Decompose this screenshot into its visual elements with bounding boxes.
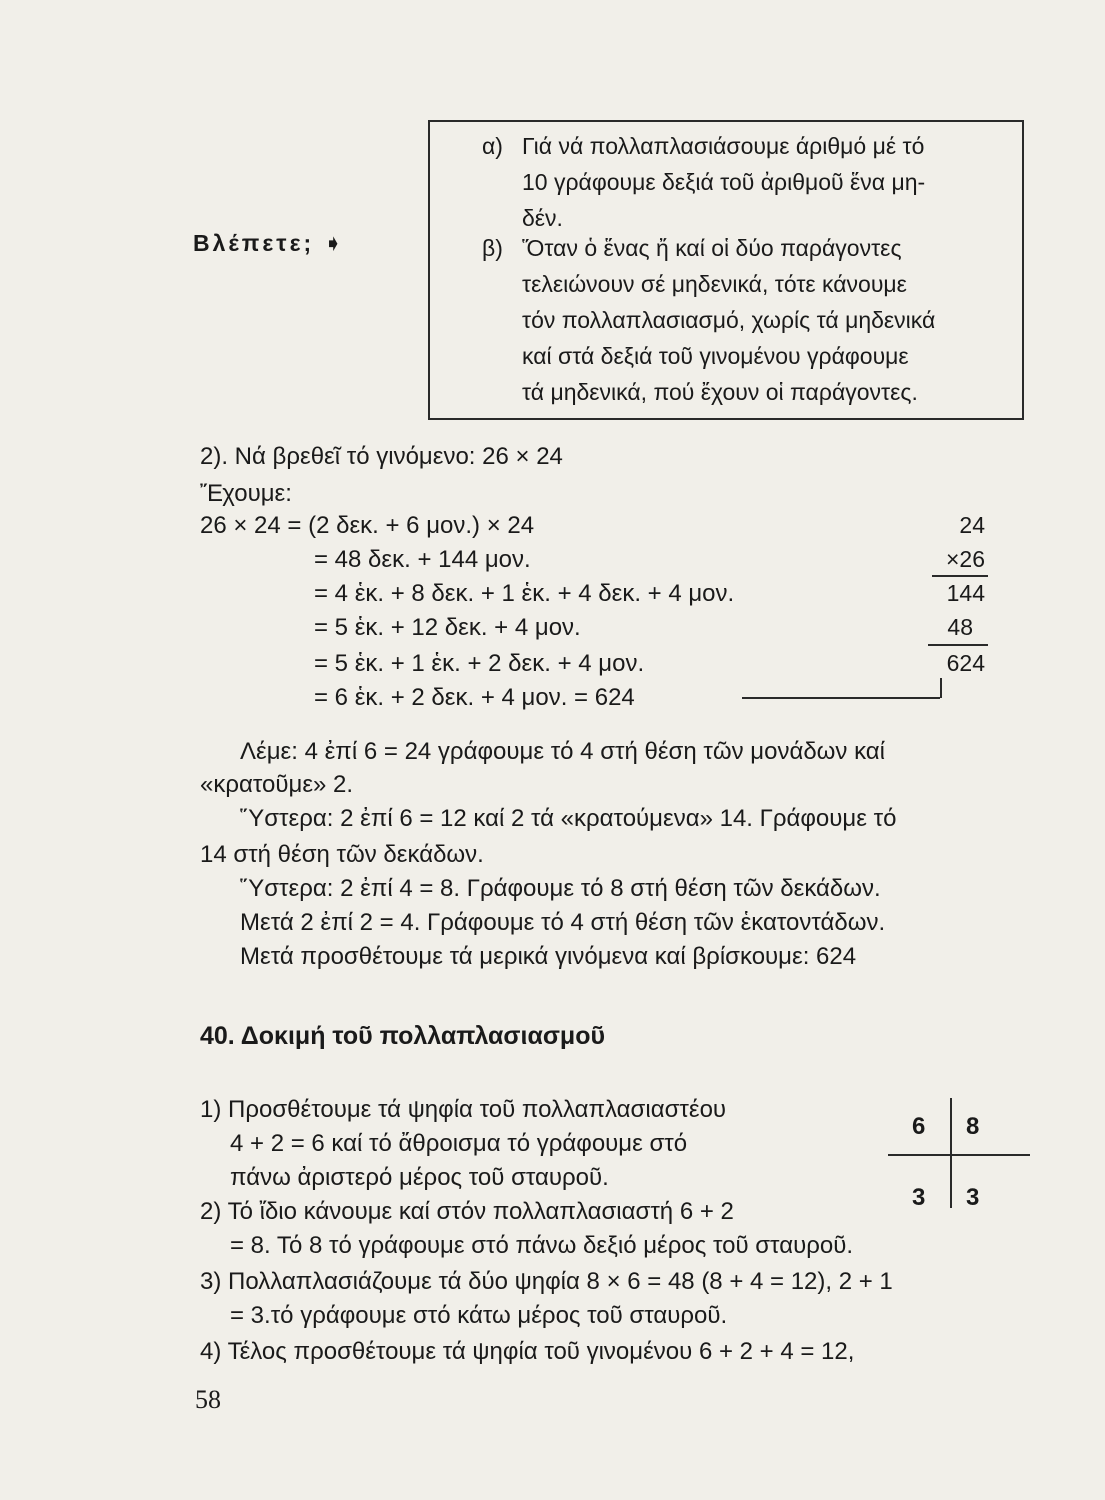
explanation-line: Μετά προσθέτουμε τά μερικά γινόμενα καί βρίσκουμε: 624 — [240, 943, 857, 970]
rule-a-line: 10 γράφουμε δεξιά τοῦ ἀριθμοῦ ἕνα μη- — [522, 169, 926, 195]
cross-top-left: 6 — [912, 1113, 926, 1140]
pointer-tick — [940, 678, 942, 698]
page-number: 58 — [195, 1385, 221, 1414]
step-line: = 3.τό γράφουμε στό κάτω μέρος τοῦ σταυροῦ. — [230, 1302, 728, 1329]
explanation-line: Ὕστερα: 2 ἐπί 4 = 8. Γράφουμε τό 8 στή θέση τῶν δεκάδων. — [240, 875, 881, 902]
step-line: 4) Τέλος προσθέτουμε τά ψηφία τοῦ γινομένου 6 + 2 + 4 = 12, — [200, 1338, 855, 1365]
step-line: = 8. Τό 8 τό γράφουμε στό πάνω δεξιό μέρος τοῦ σταυροῦ. — [230, 1232, 853, 1259]
cross-horizontal — [888, 1154, 1030, 1156]
column-number: 48 — [947, 614, 973, 640]
step-line: 3) Πολλαπλασιάζουμε τά δύο ψηφία 8 × 6 = 48 (8 + 4 = 12), 2 + 1 — [200, 1268, 893, 1295]
step-line: 4 + 2 = 6 καί τό ἄθροισμα τό γράφουμε στό — [230, 1130, 688, 1157]
calc-line: 26 × 24 = (2 δεκ. + 6 μον.) × 24 — [200, 512, 535, 539]
see-label: Βλέπετε; ➧ — [193, 230, 346, 256]
rule-box — [428, 120, 1024, 420]
calc-line: = 4 ἑκ. + 8 δεκ. + 1 ἑκ. + 4 δεκ. + 4 μον. — [314, 580, 735, 607]
example-have: Ἔχουμε: — [200, 480, 292, 507]
cross-top-right: 8 — [966, 1113, 980, 1140]
rule-a-label: α) — [482, 133, 503, 159]
calc-line: = 5 ἑκ. + 1 ἑκ. + 2 δεκ. + 4 μον. — [314, 650, 645, 677]
column-number: ×26 — [945, 546, 985, 572]
section-title: 40. Δοκιμή τοῦ πολλαπλασιασμοῦ — [200, 1022, 606, 1050]
rule-b-line: τά μηδενικά, πού ἔχουν οἱ παράγοντες. — [522, 379, 918, 405]
rule-b-line: Ὅταν ὁ ἕνας ἤ καί οἱ δύο παράγοντες — [522, 235, 902, 261]
calc-line: = 5 ἑκ. + 12 δεκ. + 4 μον. — [314, 614, 581, 641]
explanation-line: Ὕστερα: 2 ἐπί 6 = 12 καί 2 τά «κρατούμενα» 14. Γράφουμε τό — [240, 805, 897, 832]
rule-b-line: τόν πολλαπλασιασμό, χωρίς τά μηδενικά — [522, 307, 936, 333]
cross-vertical — [950, 1098, 952, 1208]
column-rule — [932, 575, 988, 577]
example-heading: 2). Νά βρεθεῖ τό γινόμενο: 26 × 24 — [200, 443, 563, 470]
rule-b-label: β) — [482, 235, 503, 261]
step-line: 2) Τό ἴδιο κάνουμε καί στόν πολλαπλασιαστή 6 + 2 — [200, 1198, 734, 1225]
column-rule — [928, 644, 988, 646]
column-number: 24 — [959, 512, 985, 538]
calc-line: = 48 δεκ. + 144 μον. — [314, 546, 531, 573]
step-line: πάνω ἀριστερό μέρος τοῦ σταυροῦ. — [230, 1164, 609, 1191]
rule-a-line: δέν. — [522, 205, 563, 231]
rule-b-line: τελειώνουν σέ μηδενικά, τότε κάνουμε — [522, 271, 907, 297]
step-line: 1) Προσθέτουμε τά ψηφία τοῦ πολλαπλασιαστέου — [200, 1096, 727, 1123]
column-number: 624 — [946, 650, 985, 676]
rule-a-line: Γιά νά πολλαπλασιάσουμε άριθμό μέ τό — [522, 133, 925, 159]
column-number: 144 — [946, 580, 985, 606]
explanation-line: Μετά 2 ἐπί 2 = 4. Γράφουμε τό 4 στή θέση τῶν ἑκατοντάδων. — [240, 909, 886, 936]
explanation-line: 14 στή θέση τῶν δεκάδων. — [200, 841, 484, 868]
explanation-line: Λέμε: 4 ἐπί 6 = 24 γράφουμε τό 4 στή θέση τῶν μονάδων καί — [240, 738, 885, 765]
cross-bottom-right: 3 — [966, 1184, 980, 1211]
pointer-line — [742, 697, 940, 699]
explanation-line: «κρατοῦμε» 2. — [200, 771, 354, 798]
calc-line: = 6 ἑκ. + 2 δεκ. + 4 μον. = 624 — [314, 684, 635, 711]
rule-b-line: καί στά δεξιά τοῦ γινομένου γράφουμε — [522, 343, 909, 369]
cross-bottom-left: 3 — [912, 1184, 926, 1211]
